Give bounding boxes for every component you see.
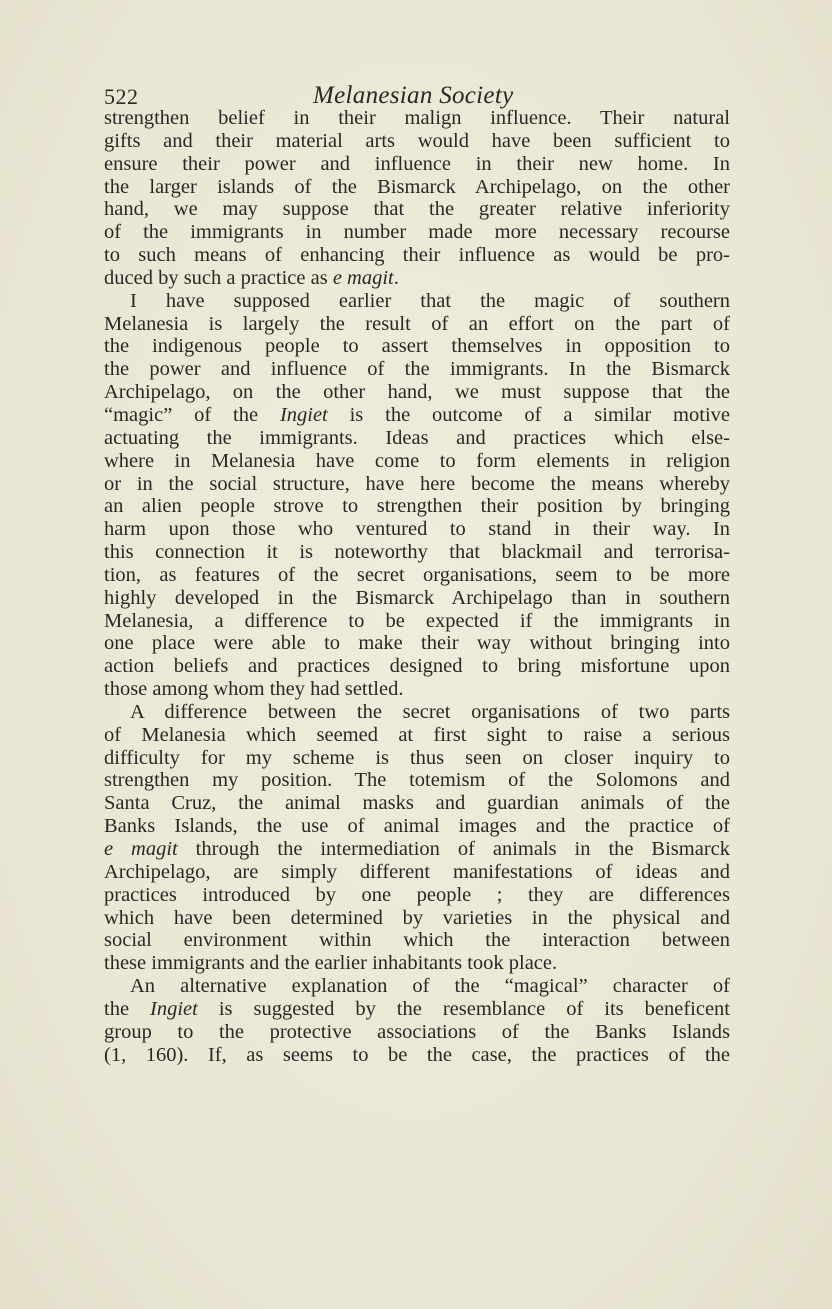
text-line: [104, 427, 730, 450]
text-line: [104, 130, 730, 153]
text-line: [104, 290, 730, 313]
text-run: social environment within which the interaction between: [104, 929, 730, 952]
text-line: [104, 244, 730, 267]
text-run: where in Melanesia have come to form elements in religion: [104, 449, 730, 472]
text-line: [104, 518, 730, 541]
text-run: difficulty for my scheme is thus seen on closer inquiry to: [104, 746, 730, 769]
text-line: [104, 267, 730, 290]
text-run: the larger islands of the Bismarck Archipelago, on the other: [104, 175, 730, 198]
text-run: these immigrants and the earlier inhabitants took place.: [104, 952, 558, 975]
text-line: [104, 313, 730, 336]
text-run: An alternative explanation of the “magical” character of: [130, 975, 730, 998]
text-run: gifts and their material arts would have been sufficient to: [104, 129, 730, 152]
text-run: highly developed in the Bismarck Archipelago than in southern: [104, 586, 730, 609]
text-line: [104, 792, 730, 815]
paragraph: [104, 107, 730, 290]
text-line: [104, 929, 730, 952]
text-run: of the immigrants in number made more necessary recourse: [104, 221, 730, 244]
text-line: [104, 1044, 730, 1067]
text-run: this connection it is noteworthy that blackmail and terrorisa-: [104, 541, 730, 564]
page-number: 522: [104, 84, 139, 109]
text-line: [104, 176, 730, 199]
text-line: [104, 838, 730, 861]
text-run: strengthen my position. The totemism of the Solomons and: [104, 769, 730, 792]
text-run: tion, as features of the secret organisations, seem to be more: [104, 563, 730, 586]
text-run: Melanesia is largely the result of an effort on the part of: [104, 312, 730, 335]
text-line: [104, 335, 730, 358]
text-line: [104, 655, 730, 678]
text-line: [104, 358, 730, 381]
text-run: the indigenous people to assert themselves in opposition to: [104, 335, 730, 358]
text-run: which have been determined by varieties in the physical and: [104, 906, 730, 929]
text-line: [104, 381, 730, 404]
text-line: [104, 587, 730, 610]
text-run: those among whom they had settled.: [104, 678, 404, 701]
text-run: Archipelago, on the other hand, we must suppose that the: [104, 381, 730, 404]
text-run: the: [104, 997, 151, 1020]
text-run: “magic” of the: [104, 403, 280, 426]
text-line: [104, 221, 730, 244]
text-line: [104, 747, 730, 770]
text-line: [104, 564, 730, 587]
text-run: .: [393, 266, 399, 289]
text-line: [104, 107, 730, 130]
text-line: [104, 998, 730, 1021]
text-run: ensure their power and influence in their new home. In: [104, 152, 730, 175]
text-line: [104, 861, 730, 884]
text-line: [104, 815, 730, 838]
text-run: Santa Cruz, the animal masks and guardian animals of the: [104, 792, 730, 815]
text-run: of Melanesia which seemed at first sight to raise a serious: [104, 723, 730, 746]
body-text: [104, 107, 730, 1066]
text-line: [104, 952, 730, 975]
text-line: [104, 450, 730, 473]
text-run: harm upon those who ventured to stand in their way. In: [104, 518, 730, 541]
text-run: (1, 160). If, as seems to be the case, the practices of the: [104, 1043, 730, 1066]
text-run: Banks Islands, the use of animal images and the practice of: [104, 815, 730, 838]
text-line: [104, 975, 730, 998]
text-line: [104, 907, 730, 930]
paragraph: [104, 290, 730, 701]
text-line: [104, 769, 730, 792]
text-run: A difference between the secret organisations of two parts: [130, 700, 730, 723]
text-run: Melanesia, a difference to be expected if the immigrants in: [104, 609, 730, 632]
text-run: one place were able to make their way without bringing into: [104, 632, 730, 655]
text-line: [104, 884, 730, 907]
text-run: actuating the immigrants. Ideas and practices which else-: [104, 426, 730, 449]
text-line: [104, 541, 730, 564]
paragraph: [104, 975, 730, 1066]
text-run: to such means of enhancing their influence as would be pro-: [104, 244, 730, 267]
text-run: hand, we may suppose that the greater relative inferiority: [104, 198, 730, 221]
text-line: [104, 1021, 730, 1044]
text-line: [104, 678, 730, 701]
text-line: [104, 632, 730, 655]
text-run: is suggested by the resemblance of its beneficent: [197, 997, 730, 1020]
italic-term: e magit: [104, 838, 178, 860]
text-run: is the outcome of a similar motive: [327, 403, 730, 426]
text-run: an alien people strove to strengthen their position by bringing: [104, 495, 730, 518]
text-line: [104, 495, 730, 518]
text-run: I have supposed earlier that the magic of southern: [130, 289, 730, 312]
text-run: practices introduced by one people ; they are differences: [104, 883, 730, 906]
text-run: group to the protective associations of the Banks Islands: [104, 1020, 730, 1043]
text-run: Archipelago, are simply different manifestations of ideas and: [104, 860, 730, 883]
text-line: [104, 404, 730, 427]
italic-term: e magit: [332, 266, 394, 289]
italic-term: Ingiet: [279, 403, 328, 426]
text-run: duced by such a practice as: [104, 266, 333, 289]
paragraph: [104, 701, 730, 975]
text-line: [104, 473, 730, 496]
text-run: strengthen belief in their malign influence. Their natural: [104, 107, 730, 129]
text-line: [104, 701, 730, 724]
text-line: [104, 198, 730, 221]
text-line: [104, 724, 730, 747]
text-run: or in the social structure, have here become the means whereby: [104, 472, 730, 495]
text-line: [104, 610, 730, 633]
running-title: Melanesian Society: [313, 82, 514, 109]
italic-term: Ingiet: [150, 997, 198, 1020]
text-run: through the intermediation of animals in the Bismarck: [177, 838, 730, 860]
text-run: the power and influence of the immigrants. In the Bismarck: [104, 358, 730, 381]
text-line: [104, 153, 730, 176]
text-run: action beliefs and practices designed to bring misfortune upon: [104, 655, 730, 678]
